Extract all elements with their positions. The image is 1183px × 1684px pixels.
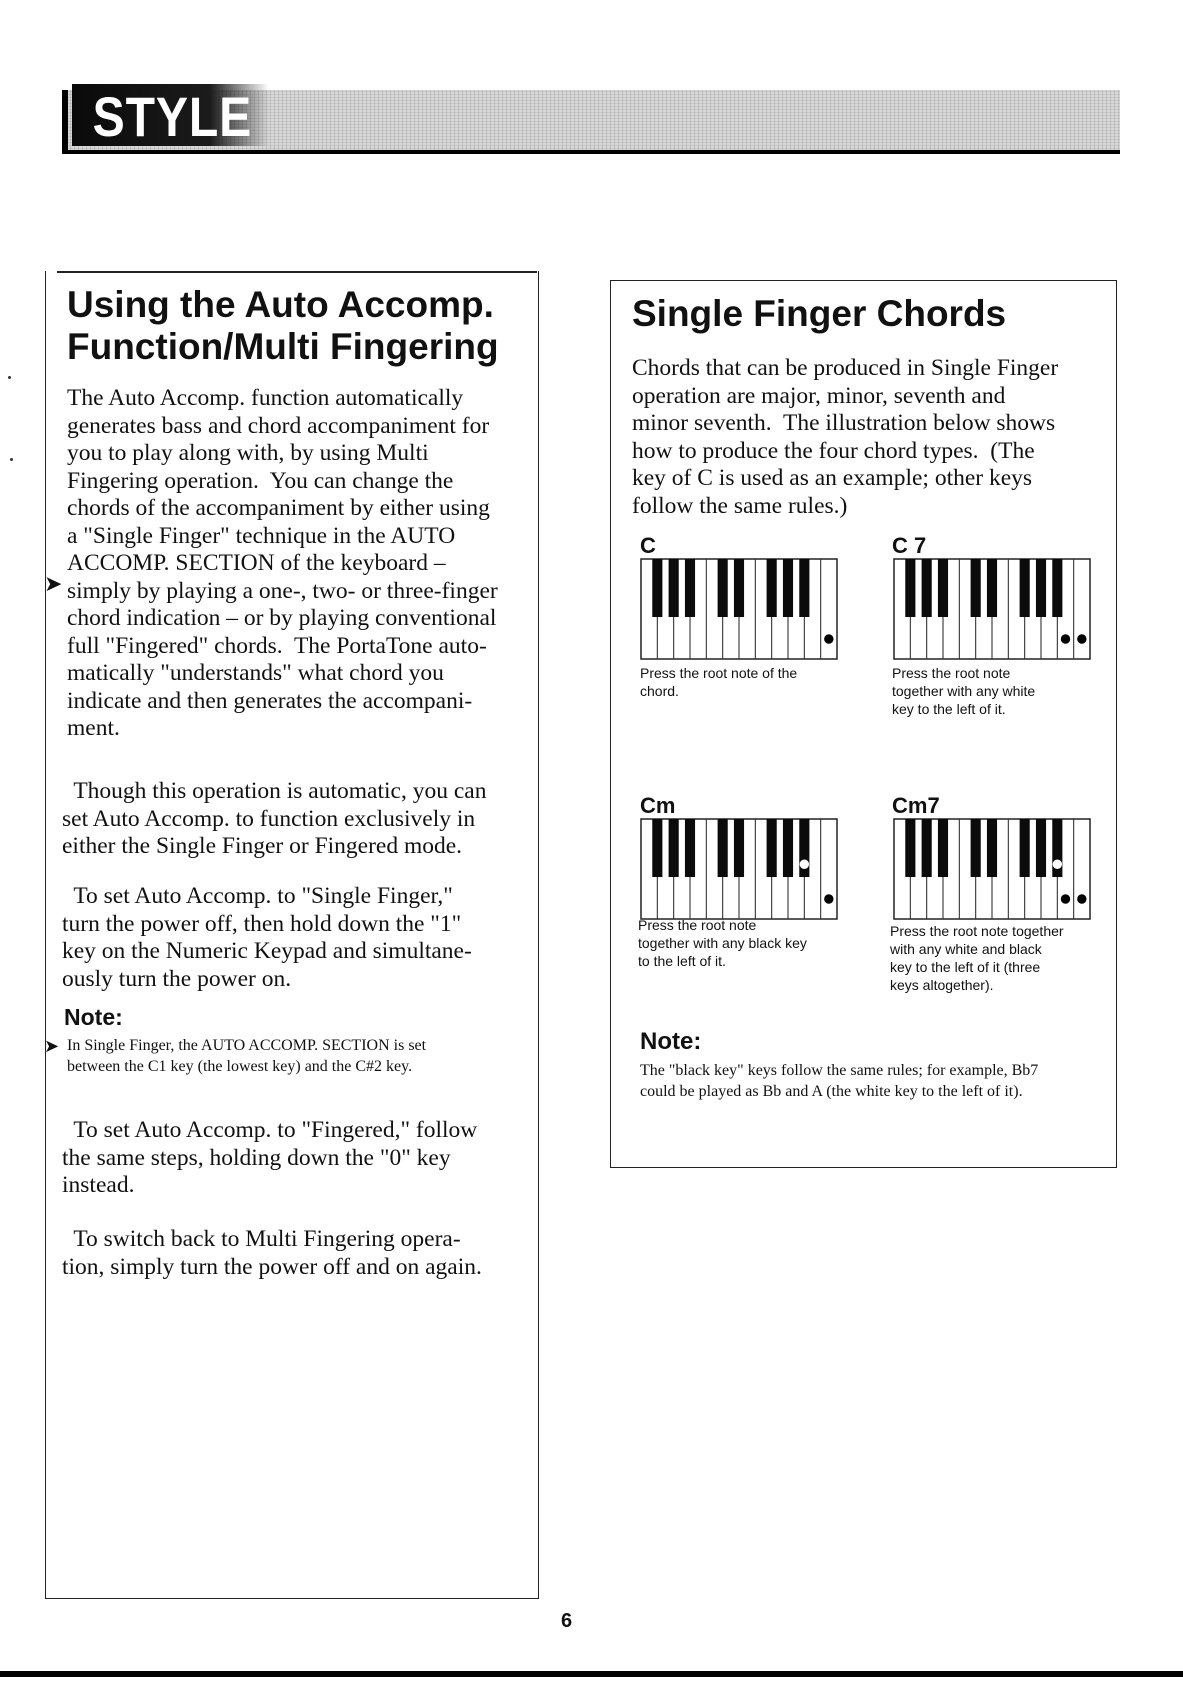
black-key — [767, 559, 777, 617]
black-key — [669, 559, 679, 617]
margin-arrow-icon: ➤ — [44, 571, 63, 596]
black-key — [938, 819, 948, 877]
text-line: turn the power off, then hold down the "1" — [62, 910, 462, 937]
text-line: Chords that can be produced in Single Finger — [632, 355, 1059, 381]
margin-arrow-icon: ➤ — [44, 1036, 60, 1056]
chord-label-c7: C 7 — [892, 533, 927, 558]
left-title-line2: Function/Multi Fingering — [67, 326, 499, 367]
keyboard-diagram-c7 — [892, 557, 1092, 657]
black-key — [987, 559, 997, 617]
chord-caption-cm7 — [890, 922, 1110, 994]
text-line: ment. — [67, 715, 120, 741]
black-key — [783, 819, 793, 877]
keyboard-diagram-cm7 — [892, 817, 1092, 917]
pressed-key-dot — [1061, 635, 1069, 643]
text-line: instead. — [62, 1172, 135, 1198]
caption-line: together with any black key — [638, 935, 807, 951]
caption-line: together with any white — [892, 683, 1036, 699]
text-line: Though this operation is automatic, you can — [62, 778, 487, 804]
pressed-key-dot — [1061, 895, 1069, 903]
text-line: The Auto Accomp. function automatically — [67, 385, 464, 411]
caption-line: key to the left of it (three — [890, 959, 1041, 975]
text-line: follow the same rules.) — [632, 492, 848, 519]
black-key — [685, 819, 695, 877]
text-line: generates bass and chord accompaniment for — [67, 412, 490, 439]
page-number: 6 — [561, 1610, 573, 1632]
text-line: Fingering operation. You can change the — [67, 467, 454, 494]
pressed-key-dot — [1078, 895, 1086, 903]
black-key — [905, 819, 915, 877]
caption-line: Press the root note — [638, 917, 757, 933]
black-key — [652, 559, 662, 617]
chord-caption-cm — [638, 916, 858, 970]
text-line: indicate and then generates the accompani- — [67, 687, 473, 714]
caption-line: with any white and black — [890, 941, 1042, 957]
bottom-rule — [0, 1671, 1183, 1677]
left-title-line1: Using the Auto Accomp. — [67, 284, 494, 325]
text-line: To switch back to Multi Fingering opera- — [62, 1226, 461, 1252]
keyboard-diagram-cm — [639, 817, 839, 917]
black-key — [922, 559, 932, 617]
text-line: simply by playing a one-, two- or three-finger — [67, 577, 498, 604]
text-line: ously turn the power on. — [62, 965, 292, 992]
text-line: full "Fingered" chords. The PortaTone auto- — [67, 632, 487, 659]
chord-caption-c — [640, 664, 860, 700]
black-key — [734, 559, 744, 617]
black-key — [718, 819, 728, 877]
caption-line: keys altogether). — [890, 977, 994, 993]
text-line: how to produce the four chord types. (The — [632, 437, 1035, 464]
black-key — [799, 559, 809, 617]
black-key — [1020, 559, 1030, 617]
black-key — [1036, 819, 1046, 877]
black-key — [685, 559, 695, 617]
keyboard-diagram-c — [639, 557, 839, 657]
black-key — [734, 819, 744, 877]
left-section-title — [67, 284, 537, 368]
text-line: chord indication – or by playing conventional — [67, 605, 497, 631]
right-intro — [632, 355, 1112, 520]
caption-line: key to the left of it. — [892, 701, 1006, 717]
left-paragraph-1 — [67, 385, 537, 743]
note-line: between the C1 key (the lowest key) and the C#2 key. — [67, 1058, 413, 1075]
text-line: key on the Numeric Keypad and simultane- — [62, 938, 472, 964]
black-key — [938, 559, 948, 617]
chord-label-c: C — [640, 533, 656, 558]
black-key — [922, 819, 932, 877]
text-line: minor seventh. The illustration below shows — [632, 410, 1056, 436]
chord-caption-c7 — [892, 664, 1112, 718]
text-line: matically "understands" what chord you — [67, 660, 444, 686]
pressed-key-dot — [1078, 635, 1086, 643]
caption-line: chord. — [640, 683, 679, 699]
text-line: To set Auto Accomp. to "Fingered," follow — [62, 1117, 478, 1143]
pressed-key-dot — [825, 635, 833, 643]
caption-line: Press the root note together — [890, 923, 1064, 939]
text-line: To set Auto Accomp. to "Single Finger," — [62, 883, 453, 909]
caption-line: to the left of it. — [638, 953, 726, 969]
text-line: key of C is used as an example; other keys — [632, 465, 1033, 491]
pressed-key-dot — [1053, 860, 1061, 868]
right-section-title: Single Finger Chords — [632, 293, 1007, 334]
right-note-heading: Note: — [640, 1028, 702, 1055]
black-key — [718, 559, 728, 617]
text-line: ACCOMP. SECTION of the keyboard – — [67, 550, 446, 576]
left-note-text — [67, 1035, 537, 1077]
black-key — [971, 819, 981, 877]
left-paragraph-2 — [62, 778, 537, 861]
pressed-key-dot — [825, 895, 833, 903]
black-key — [987, 819, 997, 877]
scan-mark — [8, 376, 11, 379]
note-line: could be played as Bb and A (the white key to the left of it). — [640, 1083, 1023, 1100]
scan-mark — [10, 458, 13, 461]
black-key — [669, 819, 679, 877]
chord-label-cm7: Cm7 — [892, 793, 940, 818]
text-line: the same steps, holding down the "0" key — [62, 1144, 451, 1171]
left-column-content — [67, 284, 537, 368]
black-key — [652, 819, 662, 877]
black-key — [783, 559, 793, 617]
black-key — [1020, 819, 1030, 877]
header-rule — [62, 150, 1120, 154]
text-line: you to play along with, by using Multi — [67, 440, 429, 466]
note-line: In Single Finger, the AUTO ACCOMP. SECTION is set — [67, 1037, 427, 1054]
left-note-heading: Note: — [64, 1004, 123, 1030]
text-line: a "Single Finger" technique in the AUTO — [67, 522, 456, 549]
pressed-key-dot — [800, 860, 808, 868]
black-key — [1036, 559, 1046, 617]
header-accent-bar — [62, 90, 68, 152]
black-key — [767, 819, 777, 877]
text-line: either the Single Finger or Fingered mode. — [62, 833, 463, 859]
black-key — [1052, 559, 1062, 617]
text-line: set Auto Accomp. to function exclusively in — [62, 805, 476, 832]
note-line: The "black key" keys follow the same rules; for example, Bb7 — [640, 1062, 1039, 1079]
right-note-text — [640, 1060, 1110, 1102]
text-line: chords of the accompaniment by either using — [67, 495, 490, 521]
left-paragraph-3 — [62, 883, 537, 993]
section-header-title: STYLE — [72, 84, 269, 146]
black-key — [905, 559, 915, 617]
left-paragraph-4 — [62, 1117, 537, 1200]
text-line: tion, simply turn the power off and on again. — [62, 1253, 482, 1280]
left-paragraph-5 — [62, 1226, 537, 1281]
caption-line: Press the root note — [892, 665, 1011, 681]
caption-line: Press the root note of the — [640, 665, 798, 681]
text-line: operation are major, minor, seventh and — [632, 382, 1006, 409]
black-key — [971, 559, 981, 617]
chord-label-cm: Cm — [640, 793, 676, 818]
